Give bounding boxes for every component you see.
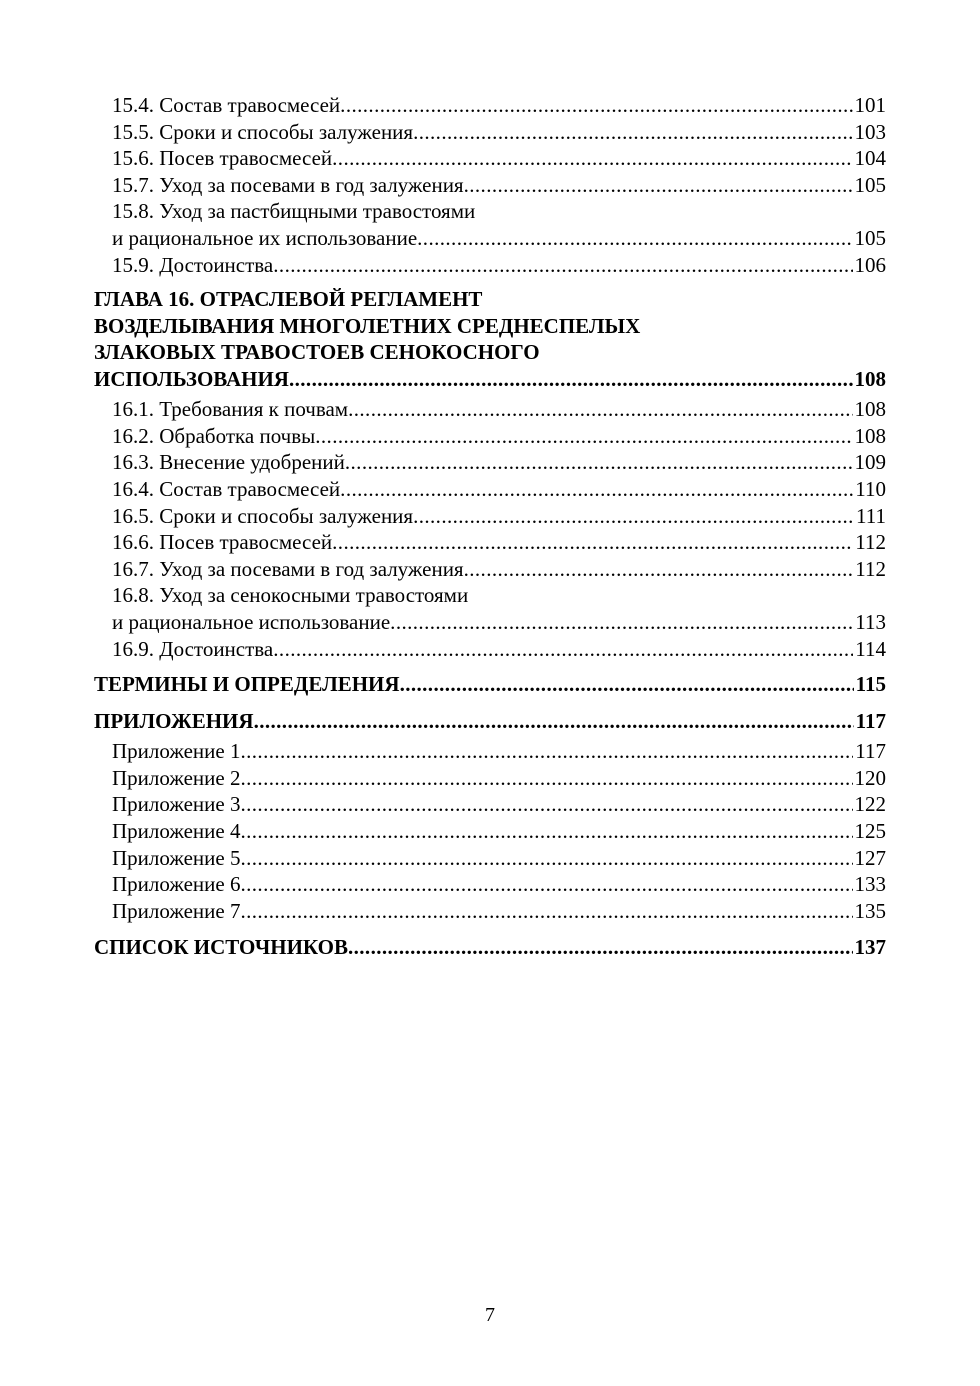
toc-entry-page: 103: [854, 119, 886, 144]
toc-entry-title: и рациональное использование: [112, 609, 391, 634]
toc-entry-page: 105: [854, 225, 886, 250]
toc-entry[interactable]: [94, 449, 886, 476]
dot-leader: [240, 818, 852, 845]
appendix-title: Приложение 3: [112, 792, 241, 817]
dot-leader: [273, 636, 853, 663]
dot-leader: [315, 423, 852, 450]
appendix-page: 135: [854, 898, 886, 923]
dot-leader: [254, 708, 854, 735]
toc-entry[interactable]: [94, 476, 886, 503]
toc-entry-page: 108: [854, 397, 886, 422]
toc-entry[interactable]: [94, 556, 886, 583]
toc-entry[interactable]: [94, 609, 886, 636]
toc-entry-page: 109: [854, 450, 886, 475]
toc-entry-title: 15.5. Сроки и способы залужения: [112, 119, 414, 144]
appendix-entry[interactable]: [94, 738, 886, 765]
dot-leader: [240, 871, 852, 898]
table-of-contents: [94, 92, 886, 961]
dot-leader: [289, 366, 853, 393]
toc-entry-page: 104: [854, 146, 886, 171]
toc-entry[interactable]: [94, 172, 886, 199]
toc-entry-title: 16.5. Сроки и способы залужения: [112, 503, 414, 528]
appendix-page: 117: [855, 739, 886, 764]
toc-section-heading: [94, 708, 886, 735]
dot-leader: [332, 145, 852, 172]
toc-entry[interactable]: [94, 119, 886, 146]
toc-entry[interactable]: [94, 252, 886, 279]
toc-section-heading: [94, 671, 886, 698]
appendix-page: 120: [854, 765, 886, 790]
dot-leader: [240, 898, 852, 925]
toc-entry-title: 15.7. Уход за посевами в год залужения: [112, 172, 464, 197]
toc-entry-title: 16.9. Достоинства: [112, 636, 274, 661]
dot-leader: [464, 172, 853, 199]
dot-leader: [348, 934, 853, 961]
appendix-page: 133: [854, 872, 886, 897]
dot-leader: [273, 252, 852, 279]
page-number: 7: [485, 1304, 495, 1326]
dot-leader: [240, 791, 852, 818]
toc-entry-title: и рациональное их использование: [112, 225, 418, 250]
chapter-page: 108: [854, 366, 886, 391]
toc-entry[interactable]: [94, 396, 886, 423]
dot-leader: [240, 845, 852, 872]
dot-leader: [417, 225, 852, 252]
toc-entry[interactable]: [94, 225, 886, 252]
appendix-entry[interactable]: [94, 898, 886, 925]
section-title: СПИСОК ИСТОЧНИКОВ: [94, 935, 348, 960]
toc-entry-page: 101: [854, 93, 886, 117]
chapter-16-heading[interactable]: [94, 286, 886, 392]
toc-entry[interactable]: [94, 529, 886, 556]
toc-entry-page: 110: [855, 476, 886, 501]
toc-entry-title: 15.9. Достоинства: [112, 252, 274, 277]
appendix-entry[interactable]: [94, 791, 886, 818]
dot-leader: [345, 449, 853, 476]
toc-entry-page: 112: [855, 556, 886, 581]
toc-entry-page: 111: [856, 503, 886, 528]
chapter-title-line: ГЛАВА 16. ОТРАСЛЕВОЙ РЕГЛАМЕНТ: [94, 287, 483, 312]
appendix-title: Приложение 4: [112, 819, 241, 844]
appendix-title: Приложение 7: [112, 898, 241, 923]
terms-section[interactable]: [94, 671, 886, 698]
dot-leader: [413, 119, 852, 146]
dot-leader: [340, 92, 852, 119]
toc-entry[interactable]: [94, 92, 886, 119]
chapter-title-line: ИСПОЛЬЗОВАНИЯ: [94, 366, 289, 391]
toc-entry-page: 114: [855, 636, 886, 661]
appendix-entry[interactable]: [94, 818, 886, 845]
appendix-entry[interactable]: [94, 871, 886, 898]
toc-entry-page: 112: [855, 530, 886, 555]
appendix-title: Приложение 2: [112, 765, 241, 790]
toc-entry-page: 106: [854, 252, 886, 277]
toc-entry-title: 16.7. Уход за посевами в год залужения: [112, 556, 464, 581]
toc-entry-line1[interactable]: 16.8. Уход за сенокосными травостоями: [112, 583, 469, 608]
dot-leader: [464, 556, 854, 583]
appendix-title: Приложение 1: [112, 739, 241, 764]
toc-entry-page: 108: [854, 423, 886, 448]
toc-entry[interactable]: [94, 145, 886, 172]
section-page: 115: [855, 672, 886, 697]
appendices-section[interactable]: [94, 708, 886, 735]
appendix-title: Приложение 5: [112, 845, 241, 870]
toc-entry-line1[interactable]: 15.8. Уход за пастбищными травостоями: [112, 199, 476, 224]
dot-leader: [332, 529, 853, 556]
toc-entry-title: 15.4. Состав травосмесей: [112, 93, 341, 117]
chapter-title-line: ЗЛАКОВЫХ ТРАВОСТОЕВ СЕНОКОСНОГО: [94, 340, 540, 365]
appendix-page: 125: [854, 819, 886, 844]
chapter-title-line: ВОЗДЕЛЫВАНИЯ МНОГОЛЕТНИХ СРЕДНЕСПЕЛЫХ: [94, 313, 641, 338]
toc-entry-title: 16.1. Требования к почвам: [112, 397, 349, 422]
appendix-page: 122: [854, 792, 886, 817]
section-page: 137: [854, 935, 886, 960]
toc-entry-page: 105: [854, 172, 886, 197]
dot-leader: [390, 609, 853, 636]
toc-entry-title: 16.6. Посев травосмесей: [112, 530, 333, 555]
toc-entry[interactable]: [94, 503, 886, 530]
section-title: ТЕРМИНЫ И ОПРЕДЕЛЕНИЯ: [94, 672, 400, 697]
dot-leader: [413, 503, 854, 530]
appendix-page: 127: [854, 845, 886, 870]
dot-leader: [348, 396, 852, 423]
toc-entry[interactable]: [94, 423, 886, 450]
appendix-title: Приложение 6: [112, 872, 241, 897]
dot-leader: [240, 765, 852, 792]
dot-leader: [400, 671, 854, 698]
chapter-title-last-line: [94, 366, 886, 393]
toc-entry-title: 16.3. Внесение удобрений: [112, 450, 345, 475]
toc-entry-title: 15.6. Посев травосмесей: [112, 146, 333, 171]
sources-section[interactable]: [94, 934, 886, 961]
dot-leader: [240, 738, 853, 765]
section-title: ПРИЛОЖЕНИЯ: [94, 708, 254, 733]
appendix-entry[interactable]: [94, 765, 886, 792]
toc-entry[interactable]: [94, 636, 886, 663]
toc-entry-title: 16.2. Обработка почвы: [112, 423, 316, 448]
appendix-entry[interactable]: [94, 845, 886, 872]
dot-leader: [340, 476, 853, 503]
toc-entry-title: 16.4. Состав травосмесей: [112, 476, 341, 501]
toc-section-heading: [94, 934, 886, 961]
section-page: 117: [855, 708, 886, 733]
toc-entry-page: 113: [855, 609, 886, 634]
